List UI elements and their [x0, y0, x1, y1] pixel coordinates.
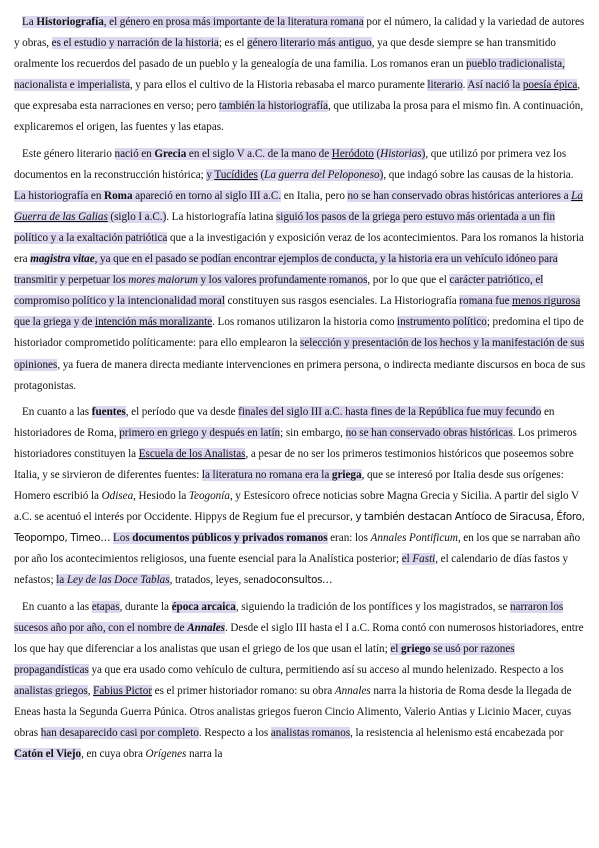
highlighted-text: y los valores profundamente romanos [197, 274, 368, 287]
text-run: , que se interesó por Italia desde sus orígenes: Homero escribió la [14, 468, 564, 503]
text-run: Odisea [101, 490, 134, 503]
text-run: En cuanto a las [22, 600, 92, 613]
text-run: , la resistencia al helenismo está encabezada por [350, 727, 564, 740]
highlighted-text: no se han conservado obras históricas [345, 426, 513, 439]
highlighted-text: La historiografía en [14, 189, 105, 202]
highlighted-text: literario [427, 79, 463, 92]
highlighted-text: etapas [91, 600, 120, 613]
highlighted-text: apareció en torno al siglo III a.C. [132, 189, 282, 202]
text-run: doconsultos… [263, 574, 333, 587]
paragraph [14, 12, 586, 139]
paragraph [14, 402, 586, 592]
highlighted-text: Catón el Viejo [14, 748, 82, 761]
text-run: narra la [186, 748, 223, 761]
highlighted-text: ( [257, 168, 265, 181]
text-run: , y para ellos el cultivo de la Historia rebasaba el marco puramente [129, 79, 428, 92]
highlighted-text: Tucídides [214, 168, 258, 181]
text-run: , que expresaba esta narraciones en verso; pero [14, 79, 581, 113]
highlighted-text: pueblo tradicionalista, nacionalista e imperialista [14, 58, 565, 92]
highlighted-text: primero en griego y después en latín [119, 426, 281, 439]
highlighted-text: (siglo I a.C.) [107, 210, 167, 223]
text-run: . Los primeros historiadores constituyen la [14, 426, 577, 460]
highlighted-text: griego [400, 642, 431, 655]
highlighted-text: romana fue [459, 295, 513, 308]
text-run: Annales Pontificum [370, 532, 458, 545]
highlighted-text: género literario más antiguo [247, 37, 372, 50]
highlighted-text: La Guerra de las Galias [14, 189, 583, 223]
text-run: , Hesiodo la [133, 490, 189, 503]
highlighted-text: Así nació la [467, 79, 523, 92]
text-run: ; predomina el tipo de historiador comprometido políticamente: para ello emplearon la [14, 316, 584, 350]
text-run: Este género literario [22, 147, 115, 160]
highlighted-text: Los [113, 532, 133, 545]
highlighted-text: La guerra del Peloponeso [264, 168, 380, 181]
text-run: , tratados, leyes, sena [169, 574, 264, 587]
highlighted-text: nació en [114, 147, 155, 160]
text-run: , y también destacan Antíoco de Siracusa, Éforo, Teopompo, Timeo… [14, 511, 585, 545]
text-run: eran: los [327, 532, 371, 545]
highlighted-text: es el estudio y narración de la historia [51, 37, 219, 50]
text-run: ; sin embargo, [280, 426, 346, 439]
text-run: . Respecto a los [198, 727, 271, 740]
highlighted-text: el [390, 642, 401, 655]
highlighted-text: analistas griegos [14, 684, 88, 697]
highlighted-text: Ley de las Doce Tablas [66, 574, 170, 587]
highlighted-text: documentos públicos y privados romanos [132, 532, 328, 545]
text-run: , [87, 684, 94, 697]
text-run: , que utilizó por primera vez los documentos en la reconstrucción histórica; [14, 147, 567, 181]
text-run: , en los que se narraban año por año los acontecimientos religiosos, una fuente esencial para la Analística posterior; [14, 532, 581, 566]
text-run: Teogonía [188, 490, 230, 503]
highlighted-text: la [56, 574, 67, 587]
highlighted-text: selección y presentación de los hechos y la manifestación de sus opiniones [14, 337, 585, 371]
text-run: ; es el [218, 37, 248, 50]
highlighted-text: Historias [380, 147, 422, 160]
text-run: Annales [334, 684, 371, 697]
highlighted-text: analistas romanos [270, 727, 351, 740]
highlighted-text: que la griega y de [14, 316, 95, 329]
highlighted-text: el [401, 553, 413, 566]
paragraph [14, 597, 586, 766]
text-run: por el número, la calidad y la variedad de autores y obras, [14, 16, 585, 50]
text-run: ya que era usado como vehículo de cultura, permitiendo así su acceso al mundo helenizado. Respecto a los [88, 663, 564, 676]
text-run: , que indagó sobre las causas de la historia. [383, 168, 574, 181]
text-run: . Los romanos utilizaron la historia como [212, 316, 397, 329]
highlighted-text: , el género en prosa más importante de la literatura romana [103, 16, 364, 28]
highlighted-text: narraron los sucesos año por año, con el nombre de [14, 600, 564, 634]
highlighted-text: Roma [104, 189, 133, 202]
highlighted-text: se usó por razones propagandísticas [14, 642, 515, 676]
text-run: . [462, 79, 468, 92]
highlighted-text: no se han conservado obras históricas anteriores a [347, 189, 572, 202]
highlighted-text: también la historiografía [218, 100, 329, 113]
text-run: , y Estesícoro ofrece noticias sobre Magna Grecia y Sicilia. A partir del siglo V a.C. se acentuó el interés por Occidente. Hippys de Regium fue el precursor [14, 490, 579, 524]
text-run: , ya que desde siempre se han transmitido oralmente los recuerdos del pasado de un pueblo y la genealogía de una familia. Los romanos eran un [14, 37, 556, 71]
highlighted-text: instrumento político [397, 316, 487, 329]
highlighted-text: ) [379, 168, 384, 181]
highlighted-text: mores maiorum [128, 274, 198, 287]
text-run: , siguiendo la tradición de los pontífices y los magistrados, se [235, 600, 510, 613]
highlighted-text: La [22, 16, 37, 28]
highlighted-text: finales del siglo III a.C. hasta fines de la República fue muy fecundo [238, 405, 542, 418]
text-run: , en cuya obra [81, 748, 146, 761]
text-run: , ya fuera de manera directa mediante intervenciones en primera persona, o indirecta mediante discursos en boca de sus protagonistas. [14, 358, 586, 392]
text-run: , por lo que que el [367, 274, 450, 287]
text-run: , el período que va desde [125, 405, 239, 418]
highlighted-text: siguió los pasos de la griega pero estuvo más orientada a un fin político y a la exaltación patriótica [14, 210, 556, 244]
highlighted-text: la literatura no romana era la [201, 468, 332, 481]
highlighted-text: han desaparecido casi por completo [40, 727, 199, 740]
text-run: . La historiografía latina [166, 210, 276, 223]
highlighted-text: fuentes [91, 405, 126, 418]
highlighted-text: Escuela de los Analistas [138, 447, 246, 460]
text-run: , a pesar de no ser los primeros testimonios históricos que poseemos sobre Italia, y se sirvieron de diferentes fuentes: [14, 447, 574, 481]
highlighted-text: Fasti [412, 553, 436, 566]
highlighted-text: carácter patriótico, el compromiso político y la intencionalidad moral [14, 274, 544, 308]
text-run: Orígenes [145, 748, 187, 761]
highlighted-text: Annales [187, 621, 225, 634]
highlighted-text: intención más moralizante [94, 316, 213, 329]
text-run: , que utilizaba la prosa para el mismo fin. A continuación, explicaremos el origen, las fuentes y las etapas. [14, 100, 584, 134]
document-body [14, 12, 586, 770]
highlighted-text: Grecia [154, 147, 187, 160]
text-run: que a la investigación y exposición veraz de los acontecimientos. Para los romanos la historia era [14, 231, 584, 266]
text-run: . Desde el siglo III hasta el I a.C. Roma contó con numerosos historiadores, entre los que hay que diferenciar a los analistas que usan el griego de los que usan el latín; [14, 621, 584, 655]
paragraph [14, 144, 586, 397]
text-run: en historiadores de Roma, [14, 405, 555, 439]
highlighted-text: griega [331, 468, 362, 481]
highlighted-text: y [206, 168, 215, 181]
highlighted-text: Heródoto [331, 147, 374, 160]
text-run: es el primer historiador romano: su obra [152, 684, 335, 697]
highlighted-text: ) [421, 147, 426, 160]
highlighted-text: magistra vitae [30, 253, 95, 266]
text-run: , el calendario de días fastos y nefastos; [14, 553, 569, 587]
highlighted-text: , ya que en el pasado se podían encontrar ejemplos de conducta, y la historia era un vehículo idóneo para transmitir y perpetuar los [14, 253, 558, 287]
highlighted-text: poesía épica [522, 79, 578, 92]
text-run: en Italia, pero [281, 189, 348, 202]
text-run: , durante la [119, 600, 172, 613]
text-run: narra la historia de Roma desde la llegada de Eneas hasta la Segunda Guerra Púnica. Otros analistas griegos fueron Cincio Alimento, Valerio Antias y Licinio Macer, cuyas obras [14, 684, 572, 740]
highlighted-text: ( [373, 147, 381, 160]
highlighted-text: Historiografía [36, 16, 104, 28]
highlighted-text: en el siglo V a.C. de la mano de [186, 147, 332, 160]
highlighted-text: Fabius Pictor [93, 684, 153, 697]
text-run: constituyen sus rasgos esenciales. La Historiografía [224, 295, 460, 308]
text-run: En cuanto a las [22, 405, 92, 418]
highlighted-text: época arcaica [171, 600, 236, 613]
highlighted-text: menos rigurosa [512, 295, 581, 308]
